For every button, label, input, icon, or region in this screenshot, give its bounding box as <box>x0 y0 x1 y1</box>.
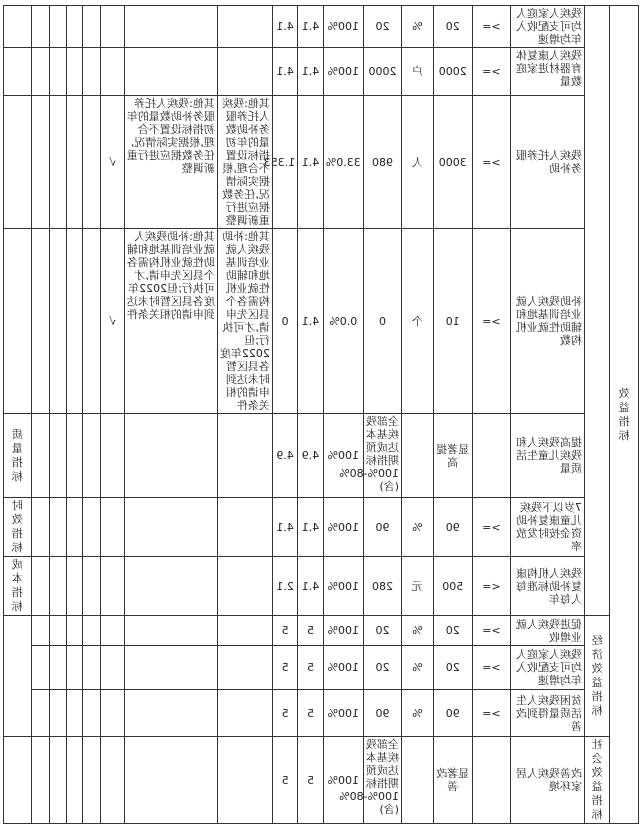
indicator-name: 补助残疾人就业培训基地和辅助性就业机构数 <box>510 229 584 414</box>
indicator-rate: 33.0% <box>323 96 363 229</box>
indicator-operator: >= <box>472 616 510 646</box>
indicator-target: 90 <box>433 690 472 737</box>
indicator-unit: % <box>401 646 433 690</box>
category-effect: 效益指标 <box>610 6 639 824</box>
table-row <box>4 616 639 646</box>
table-row <box>4 737 639 824</box>
check-mark <box>101 646 124 690</box>
indicator-unit <box>401 414 433 498</box>
indicator-unit <box>401 737 433 824</box>
indicator-score: 5 <box>272 646 297 690</box>
table-row <box>4 646 639 690</box>
check-mark: √ <box>101 96 124 229</box>
deviation-reason <box>217 690 272 737</box>
category-social: 社会效益指标 <box>585 737 610 824</box>
deviation-reason: 其他:残疾人托养服务补助数量的年初指标设置不合理,根据实际情况,任务数据应进行重新调整 <box>217 96 272 229</box>
indicator-name: 提高残疾人和残疾儿童生活质量 <box>510 414 584 498</box>
indicator-rate: 100% <box>323 48 363 96</box>
indicator-weight: 4.1 <box>298 498 323 557</box>
indicator-target: 20 <box>433 6 472 48</box>
indicator-name: 7岁以下残疾儿童康复补助资金按时发放率 <box>510 498 584 557</box>
category-quality: 质量指标 <box>4 414 32 498</box>
deviation-reason <box>217 414 272 498</box>
indicator-score: 4.1 <box>272 498 297 557</box>
indicator-weight: 5 <box>298 737 323 824</box>
deviation-reason-detail: 其他:残疾人托养服务补助数量的年初指标设置不合理,根据实际情况,任务数据应进行重新调整 <box>124 96 217 229</box>
check-mark <box>101 690 124 737</box>
check-mark <box>101 737 124 824</box>
table-row <box>4 690 639 737</box>
table-row <box>4 48 639 96</box>
indicator-weight: 4.1 <box>298 48 323 96</box>
table-row <box>4 6 639 48</box>
indicator-name: 改善残疾人居家环境 <box>510 737 584 824</box>
check-mark <box>101 616 124 646</box>
indicator-target: 3000 <box>433 96 472 229</box>
indicator-unit: 人 <box>401 96 433 229</box>
indicator-score: 5 <box>272 690 297 737</box>
indicator-target: 显著改善 <box>433 737 472 824</box>
indicator-rate: 100% <box>323 616 363 646</box>
deviation-reason <box>217 557 272 616</box>
table-row <box>4 557 639 616</box>
deviation-reason-detail: 其他:补助残疾人就业培训基地和辅助性就业机构需各个县区先申请,才可执行;但2022年度各县区暂时未达到申请的相关条件 <box>124 229 217 414</box>
check-mark <box>101 48 124 96</box>
indicator-rate: 100% <box>323 690 363 737</box>
indicator-target: 10 <box>433 229 472 414</box>
table-row <box>4 229 639 414</box>
indicator-operator: >= <box>472 96 510 229</box>
indicator-weight: 4.1 <box>298 6 323 48</box>
indicator-score: 2.1 <box>272 557 297 616</box>
indicator-score: 1.353 <box>272 96 297 229</box>
indicator-unit: % <box>401 616 433 646</box>
indicator-weight: 4.9 <box>298 414 323 498</box>
indicator-unit: % <box>401 498 433 557</box>
indicator-rate: 100% <box>323 414 363 498</box>
indicator-rate: 100% <box>323 6 363 48</box>
indicator-rate: 100% <box>323 557 363 616</box>
deviation-reason <box>217 616 272 646</box>
check-mark <box>101 6 124 48</box>
indicator-operator: <= <box>472 557 510 616</box>
indicator-operator: >= <box>472 229 510 414</box>
indicator-unit: 元 <box>401 557 433 616</box>
indicator-operator: >= <box>472 48 510 96</box>
indicator-name: 贫困残疾人生活质量得到改善 <box>510 690 584 737</box>
indicator-actual: 全部残疾基本达成预期指标100%-80%(含) <box>363 737 401 824</box>
check-mark <box>101 557 124 616</box>
indicator-actual: 0 <box>363 229 401 414</box>
category-time: 时效指标 <box>4 498 32 557</box>
indicator-score: 5 <box>272 616 297 646</box>
deviation-reason: 其他:补助残疾人就业培训基地和辅助性就业机构需各个县区先申请,才可执行;但2022年度各县区暂时未达到申请的相关条件 <box>217 229 272 414</box>
indicator-actual: 全部残疾基本达成预期指标100%-80%(含) <box>363 414 401 498</box>
indicator-operator: >= <box>472 646 510 690</box>
indicator-actual: 20 <box>363 616 401 646</box>
indicator-name: 残疾人家庭人均可支配收入年均增速 <box>510 6 584 48</box>
deviation-reason <box>217 498 272 557</box>
indicator-target: 20 <box>433 616 472 646</box>
indicator-actual: 90 <box>363 498 401 557</box>
indicator-rate: 100% <box>323 646 363 690</box>
indicator-target: 500 <box>433 557 472 616</box>
indicator-weight: 5 <box>298 646 323 690</box>
indicator-actual: 20 <box>363 646 401 690</box>
indicator-operator: >= <box>472 690 510 737</box>
indicator-operator <box>472 414 510 498</box>
check-mark: √ <box>101 229 124 414</box>
indicator-table <box>3 5 639 824</box>
indicator-score: 4.1 <box>272 48 297 96</box>
indicator-unit: 户 <box>401 48 433 96</box>
indicator-weight: 4.1 <box>298 557 323 616</box>
indicator-operator <box>472 737 510 824</box>
indicator-operator: >= <box>472 498 510 557</box>
indicator-weight: 4.1 <box>298 96 323 229</box>
indicator-target: 2000 <box>433 48 472 96</box>
indicator-target: 显著提高 <box>433 414 472 498</box>
deviation-reason <box>217 6 272 48</box>
indicator-actual: 2000 <box>363 48 401 96</box>
indicator-rate: 100% <box>323 498 363 557</box>
indicator-actual: 90 <box>363 690 401 737</box>
indicator-actual: 980 <box>363 96 401 229</box>
indicator-rate: 0.0% <box>323 229 363 414</box>
indicator-unit: % <box>401 690 433 737</box>
indicator-name: 促进残疾人就业增收 <box>510 616 584 646</box>
indicator-name: 残疾人托养服务补助 <box>510 96 584 229</box>
indicator-score: 0 <box>272 229 297 414</box>
indicator-operator: >= <box>472 6 510 48</box>
indicator-weight: 4.1 <box>298 229 323 414</box>
indicator-name: 残疾人机构康复补助标准每人每年 <box>510 557 584 616</box>
category-economic: 经济效益指标 <box>585 616 610 737</box>
indicator-actual: 20 <box>363 6 401 48</box>
indicator-score: 5 <box>272 737 297 824</box>
table-row <box>4 96 639 229</box>
check-mark <box>101 414 124 498</box>
indicator-unit: 个 <box>401 229 433 414</box>
deviation-reason <box>217 48 272 96</box>
indicator-weight: 5 <box>298 690 323 737</box>
indicator-score: 4.1 <box>272 6 297 48</box>
indicator-unit: % <box>401 6 433 48</box>
deviation-reason <box>217 737 272 824</box>
indicator-target: 90 <box>433 498 472 557</box>
deviation-reason <box>217 646 272 690</box>
indicator-name: 残疾人康复体育器材进家庭数量 <box>510 48 584 96</box>
check-mark <box>101 498 124 557</box>
indicator-actual: 280 <box>363 557 401 616</box>
indicator-score: 4.9 <box>272 414 297 498</box>
indicator-rate: 100% <box>323 737 363 824</box>
table-row <box>4 414 639 498</box>
indicator-target: 20 <box>433 646 472 690</box>
table-row <box>4 498 639 557</box>
indicator-weight: 5 <box>298 616 323 646</box>
category-cost: 成本指标 <box>4 557 32 616</box>
indicator-name: 残疾人家庭人均可支配收入年均增速 <box>510 646 584 690</box>
